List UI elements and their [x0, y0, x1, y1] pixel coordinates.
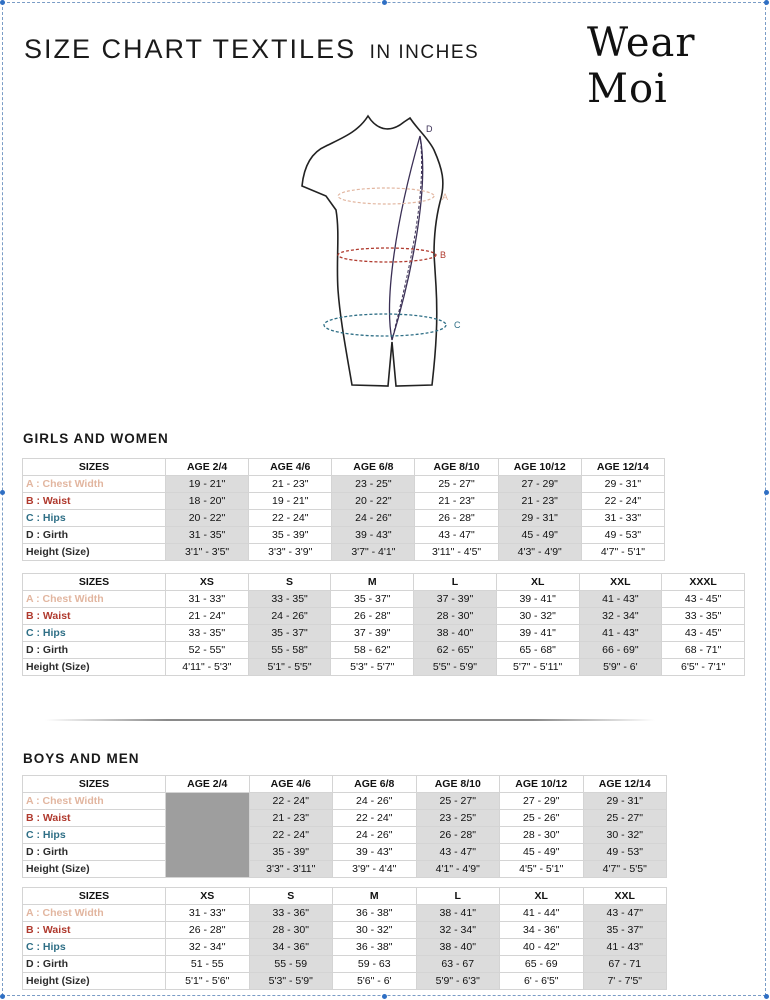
column-header: L: [414, 574, 497, 591]
table-cell: 30 - 32": [583, 827, 667, 844]
table-cell: 33 - 35": [662, 608, 745, 625]
table-cell: 21 - 23": [498, 493, 581, 510]
table-cell: 3'9" - 4'4": [333, 861, 417, 878]
table-cell: 33 - 36": [249, 905, 333, 922]
table-cell: 4'7" - 5'5": [583, 861, 667, 878]
table-cell: 22 - 24": [581, 493, 664, 510]
table-row: [23, 939, 667, 956]
table-cell: 25 - 27": [415, 476, 498, 493]
table-cell: 26 - 28": [416, 827, 500, 844]
row-label: C : Hips: [23, 939, 166, 956]
body-measurement-diagram: [300, 110, 470, 395]
table-cell: 21 - 23": [249, 476, 332, 493]
table-cell: 24 - 26": [333, 827, 417, 844]
row-label: D : Girth: [23, 956, 166, 973]
table-cell: 35 - 37": [248, 625, 331, 642]
table-cell: 65 - 68": [496, 642, 579, 659]
table-cell: 31 - 33'': [166, 905, 250, 922]
table-cell: 37 - 39": [414, 591, 497, 608]
table-cell: 26 - 28": [415, 510, 498, 527]
table-row: [23, 591, 745, 608]
table-cell: 27 - 29": [500, 793, 584, 810]
table-cell: 33 - 35'': [166, 625, 249, 642]
table-row: [23, 861, 667, 878]
section-title-girls: GIRLS AND WOMEN: [23, 431, 169, 446]
table-cell: 3'11" - 4'5": [415, 544, 498, 561]
table-cell: 36 - 38": [333, 939, 417, 956]
title-sub: IN INCHES: [369, 42, 480, 63]
table-cell: 66 - 69": [579, 642, 662, 659]
table-cell: 30 - 32": [333, 922, 417, 939]
table-cell: 63 - 67: [416, 956, 500, 973]
table-cell: 30 - 32": [496, 608, 579, 625]
table-cell: 3'7" - 4'1": [332, 544, 415, 561]
table-row: [23, 544, 665, 561]
table-cell: 38 - 41": [416, 905, 500, 922]
table-row: [23, 844, 667, 861]
selection-handle[interactable]: [764, 0, 769, 5]
table-cell: 4'5" - 5'1": [500, 861, 584, 878]
table-cell: 6'5" - 7'1": [662, 659, 745, 676]
column-header: M: [333, 888, 417, 905]
table-cell: 41 - 44": [500, 905, 584, 922]
table-cell: 5'5" - 5'9": [414, 659, 497, 676]
table-cell: 67 - 71: [583, 956, 667, 973]
column-header: AGE 12/14: [583, 776, 667, 793]
row-label: C : Hips: [23, 510, 166, 527]
page-title: [24, 34, 479, 65]
table-cell: 6' - 6'5": [500, 973, 584, 990]
table-cell: 34 - 36": [500, 922, 584, 939]
table-cell: 3'3" - 3'11": [249, 861, 333, 878]
table-cell: 7' - 7'5": [583, 973, 667, 990]
table-cell: 45 - 49": [500, 844, 584, 861]
table-cell: 29 - 31": [498, 510, 581, 527]
selection-handle[interactable]: [382, 994, 387, 999]
row-label: Height (Size): [23, 659, 166, 676]
column-header: AGE 12/14: [581, 459, 664, 476]
table-cell: 4'11" - 5'3": [166, 659, 249, 676]
table-cell: 5'9" - 6': [579, 659, 662, 676]
table-cell: 28 - 30": [249, 922, 333, 939]
column-header: AGE 2/4: [166, 459, 249, 476]
row-label: A : Chest Width: [23, 591, 166, 608]
table-cell: 55 - 58": [248, 642, 331, 659]
selection-handle[interactable]: [0, 0, 5, 5]
table-cell: 26 - 28": [331, 608, 414, 625]
table-cell: 45 - 49": [498, 527, 581, 544]
table-cell: 4'1" - 4'9": [416, 861, 500, 878]
table-cell: 4'7" - 5'1": [581, 544, 664, 561]
table-row: [23, 973, 667, 990]
table-cell: 24 - 26": [332, 510, 415, 527]
table-cell: 32 - 34": [579, 608, 662, 625]
table-cell: 35 - 37": [583, 922, 667, 939]
table-cell: 24 - 26": [248, 608, 331, 625]
table-cell: 43 - 47": [415, 527, 498, 544]
column-header: AGE 8/10: [416, 776, 500, 793]
table-cell: 43 - 45": [662, 625, 745, 642]
label-c: C: [454, 320, 461, 330]
brand-logo: Wear Moi: [587, 20, 696, 112]
table-row: [23, 493, 665, 510]
table-cell: 21 - 23": [415, 493, 498, 510]
table-cell: 24 - 26": [333, 793, 417, 810]
table-cell: 49 - 53": [581, 527, 664, 544]
table-cell: 28 - 30": [414, 608, 497, 625]
table-cell: 20 - 22'': [166, 510, 249, 527]
girth-line-d: [390, 136, 423, 340]
table-row: [23, 659, 745, 676]
row-label: B : Waist: [23, 493, 166, 510]
table-cell: 35 - 37": [331, 591, 414, 608]
size-table-boys-kids: [22, 775, 667, 878]
section-title-boys: BOYS AND MEN: [23, 751, 140, 766]
table-cell: 22 - 24": [249, 793, 333, 810]
table-cell: 38 - 40": [414, 625, 497, 642]
column-header: AGE 10/12: [498, 459, 581, 476]
title-main: SIZE CHART TEXTILES: [24, 34, 357, 64]
table-cell: 35 - 39": [249, 527, 332, 544]
table-row: [23, 922, 667, 939]
column-header-sizes: SIZES: [23, 776, 166, 793]
table-cell: 33 - 35": [248, 591, 331, 608]
table-cell: 5'1" - 5'6": [166, 973, 250, 990]
row-label: A : Chest Width: [23, 793, 166, 810]
table-cell: 5'9" - 6'3": [416, 973, 500, 990]
column-header: S: [248, 574, 331, 591]
table-cell: 5'1" - 5'5": [248, 659, 331, 676]
table-cell: 25 - 26": [500, 810, 584, 827]
column-header: XL: [500, 888, 584, 905]
table-cell: 62 - 65": [414, 642, 497, 659]
table-cell: 43 - 47": [416, 844, 500, 861]
row-label: B : Waist: [23, 810, 166, 827]
table-cell: 22 - 24": [249, 510, 332, 527]
table-cell: 5'6" - 6': [333, 973, 417, 990]
column-header: XXXL: [662, 574, 745, 591]
table-cell: 31 - 33": [581, 510, 664, 527]
column-header: XXL: [579, 574, 662, 591]
table-cell: 41 - 43": [579, 625, 662, 642]
table-cell: 38 - 40": [416, 939, 500, 956]
selection-handle[interactable]: [764, 490, 769, 495]
row-label: C : Hips: [23, 827, 166, 844]
column-header: XS: [166, 574, 249, 591]
table-cell: 41 - 43": [579, 591, 662, 608]
table-cell: 40 - 42": [500, 939, 584, 956]
column-header: XL: [496, 574, 579, 591]
column-header: AGE 6/8: [333, 776, 417, 793]
unavailable-cell: [166, 793, 250, 878]
table-row: [23, 510, 665, 527]
column-header-sizes: SIZES: [23, 574, 166, 591]
column-header: M: [331, 574, 414, 591]
row-label: Height (Size): [23, 973, 166, 990]
table-cell: 39 - 41": [496, 625, 579, 642]
table-cell: 22 - 24": [333, 810, 417, 827]
table-cell: 68 - 71": [662, 642, 745, 659]
table-row: [23, 956, 667, 973]
row-label: Height (Size): [23, 861, 166, 878]
selection-handle[interactable]: [382, 0, 387, 5]
table-cell: 59 - 63: [333, 956, 417, 973]
table-cell: 28 - 30": [500, 827, 584, 844]
table-cell: 4'3" - 4'9": [498, 544, 581, 561]
table-cell: 39 - 43": [333, 844, 417, 861]
table-cell: 21 - 23": [249, 810, 333, 827]
column-header: S: [249, 888, 333, 905]
column-header: AGE 4/6: [249, 776, 333, 793]
table-cell: 18 - 20'': [166, 493, 249, 510]
column-header: AGE 8/10: [415, 459, 498, 476]
row-label: D : Girth: [23, 844, 166, 861]
column-header: XXL: [583, 888, 667, 905]
row-label: B : Waist: [23, 608, 166, 625]
column-header: AGE 6/8: [332, 459, 415, 476]
table-cell: 39 - 41": [496, 591, 579, 608]
table-cell: 5'7" - 5'11": [496, 659, 579, 676]
column-header-sizes: SIZES: [23, 888, 166, 905]
table-cell: 22 - 24": [249, 827, 333, 844]
column-header: AGE 4/6: [249, 459, 332, 476]
table-cell: 3'1" - 3'5": [166, 544, 249, 561]
table-cell: 49 - 53": [583, 844, 667, 861]
row-label: Height (Size): [23, 544, 166, 561]
column-header-sizes: SIZES: [23, 459, 166, 476]
size-table-girls-adult: [22, 573, 745, 676]
table-row: [23, 608, 745, 625]
table-cell: 26 - 28'': [166, 922, 250, 939]
table-cell: 21 - 24'': [166, 608, 249, 625]
table-cell: 36 - 38": [333, 905, 417, 922]
table-cell: 39 - 43": [332, 527, 415, 544]
size-table-girls-kids: [22, 458, 665, 561]
column-header: XS: [166, 888, 250, 905]
table-cell: 58 - 62": [331, 642, 414, 659]
table-cell: 25 - 27": [583, 810, 667, 827]
table-cell: 34 - 36": [249, 939, 333, 956]
table-cell: 23 - 25": [332, 476, 415, 493]
selection-handle[interactable]: [0, 490, 5, 495]
table-row: [23, 476, 665, 493]
table-cell: 5'3" - 5'9": [249, 973, 333, 990]
table-cell: 32 - 34'': [166, 939, 250, 956]
column-header: L: [416, 888, 500, 905]
table-cell: 31 - 35": [166, 527, 249, 544]
selection-handle[interactable]: [0, 994, 5, 999]
table-row: [23, 827, 667, 844]
table-cell: 19 - 21'': [166, 476, 249, 493]
row-label: C : Hips: [23, 625, 166, 642]
table-row: [23, 625, 745, 642]
table-cell: 41 - 43": [583, 939, 667, 956]
label-b: B: [440, 250, 447, 260]
table-cell: 55 - 59: [249, 956, 333, 973]
row-label: D : Girth: [23, 527, 166, 544]
table-cell: 5'3" - 5'7": [331, 659, 414, 676]
table-cell: 32 - 34": [416, 922, 500, 939]
table-row: [23, 793, 667, 810]
row-label: B : Waist: [23, 922, 166, 939]
table-cell: 43 - 45": [662, 591, 745, 608]
table-cell: 51 - 55: [166, 956, 250, 973]
table-row: [23, 642, 745, 659]
size-table-boys-adult: [22, 887, 667, 990]
table-cell: 19 - 21": [249, 493, 332, 510]
table-cell: 31 - 33'': [166, 591, 249, 608]
row-label: A : Chest Width: [23, 476, 166, 493]
table-cell: 3'3" - 3'9": [249, 544, 332, 561]
table-cell: 29 - 31": [581, 476, 664, 493]
table-cell: 29 - 31": [583, 793, 667, 810]
table-cell: 52 - 55": [166, 642, 249, 659]
waist-line-b: [338, 248, 436, 262]
section-divider: [45, 719, 655, 721]
label-d: D: [426, 124, 433, 134]
table-cell: 23 - 25": [416, 810, 500, 827]
selection-handle[interactable]: [764, 994, 769, 999]
table-row: [23, 527, 665, 544]
row-label: D : Girth: [23, 642, 166, 659]
table-cell: 20 - 22": [332, 493, 415, 510]
table-cell: 37 - 39": [331, 625, 414, 642]
column-header: AGE 2/4: [166, 776, 250, 793]
row-label: A : Chest Width: [23, 905, 166, 922]
table-cell: 65 - 69: [500, 956, 584, 973]
table-cell: 25 - 27": [416, 793, 500, 810]
table-cell: 27 - 29": [498, 476, 581, 493]
column-header: AGE 10/12: [500, 776, 584, 793]
table-row: [23, 905, 667, 922]
label-a: A: [442, 192, 449, 202]
table-row: [23, 810, 667, 827]
table-cell: 43 - 47": [583, 905, 667, 922]
table-cell: 35 - 39": [249, 844, 333, 861]
